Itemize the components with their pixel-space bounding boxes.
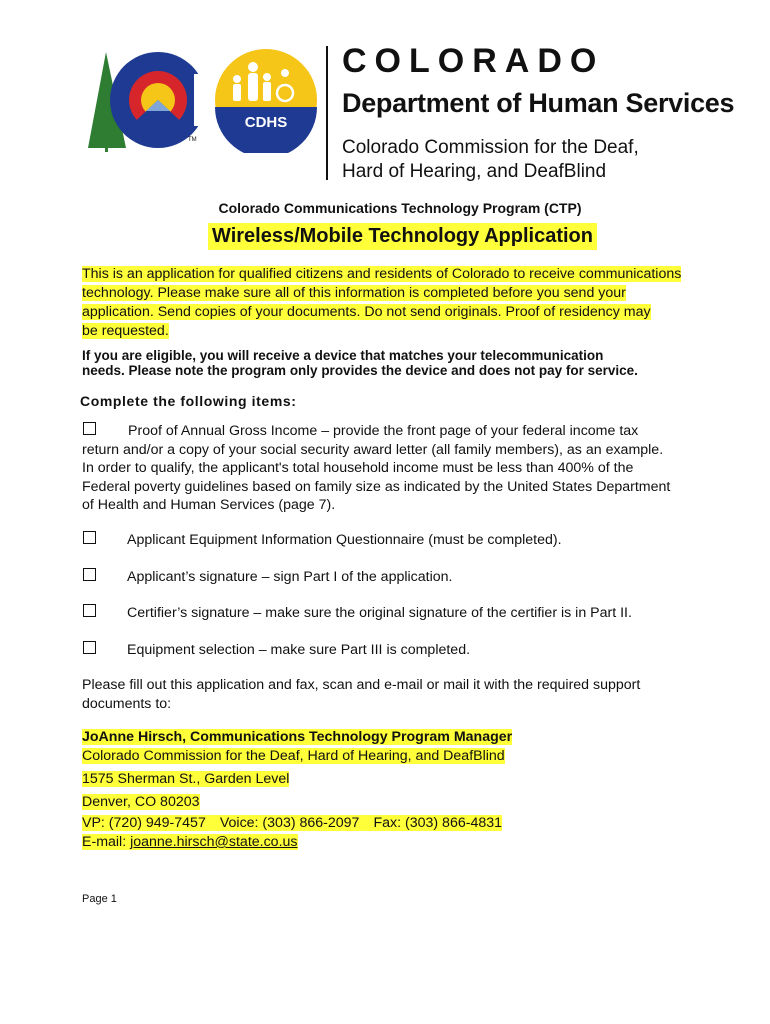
- item1-line: Federal poverty guidelines based on family size as indicated by the United States Department: [82, 478, 671, 495]
- contact-email-line: [82, 834, 298, 850]
- intro-line: technology. Please make sure all of this information is completed before you send your: [82, 285, 626, 301]
- contact-street: 1575 Sherman St., Garden Level: [82, 771, 290, 787]
- checklist-item-equipment-selection: Equipment selection – make sure Part III is completed.: [127, 642, 471, 658]
- eligibility-line: needs. Please note the program only provides the device and does not pay for service.: [82, 363, 638, 378]
- intro-line: be requested.: [82, 323, 169, 339]
- trademark-mark: TM: [188, 137, 197, 143]
- checkbox-equipment-selection[interactable]: [83, 641, 96, 654]
- email-label: E-mail:: [82, 834, 131, 850]
- item1-line: of Health and Human Services (page 7).: [82, 497, 336, 513]
- instructions-line: documents to:: [82, 696, 172, 712]
- application-title: Wireless/Mobile Technology Application: [208, 223, 597, 250]
- eligibility-note: [82, 348, 722, 378]
- checklist-item-questionnaire: Applicant Equipment Information Questionnaire (must be completed).: [127, 532, 562, 548]
- item1-line: Proof of Annual Gross Income – provide the front page of your federal income tax: [128, 423, 639, 439]
- colorado-wordmark: COLORADO: [342, 42, 605, 80]
- checkbox-applicant-signature[interactable]: [83, 568, 96, 581]
- contact-phone-line: [82, 815, 502, 831]
- checkbox-questionnaire[interactable]: [83, 531, 96, 544]
- item1-line: return and/or a copy of your social security award letter (all family members), as an example.: [82, 441, 664, 458]
- cdhs-badge-text: CDHS: [244, 114, 288, 131]
- contact-city: Denver, CO 80203: [82, 794, 200, 810]
- header-divider: [326, 46, 328, 180]
- cdhs-family-logo: [213, 47, 319, 153]
- item1-line: In order to qualify, the applicant's total household income must be less than 400% of the: [82, 460, 634, 476]
- checklist-heading: Complete the following items:: [80, 393, 297, 409]
- submission-instructions: [82, 676, 702, 714]
- page-number: Page 1: [82, 893, 117, 905]
- email-link[interactable]: joanne.hirsch@state.co.us: [130, 834, 298, 850]
- intro-paragraph: [82, 265, 732, 341]
- contact-voice: Voice: (303) 866-2097: [220, 815, 374, 831]
- eligibility-line: If you are eligible, you will receive a device that matches your telecommunication: [82, 348, 604, 363]
- checklist-item-certifier-signature: Certifier’s signature – make sure the original signature of the certifier is in Part II.: [127, 605, 632, 621]
- checkbox-certifier-signature[interactable]: [83, 604, 96, 617]
- contact-fax: Fax: (303) 866-4831: [373, 815, 503, 831]
- contact-vp: VP: (720) 949-7457: [82, 815, 220, 831]
- contact-name: JoAnne Hirsch, Communications Technology Program Manager: [82, 729, 513, 745]
- intro-line: This is an application for qualified citizens and residents of Colorado to receive communications: [82, 266, 682, 282]
- intro-line: application. Send copies of your documents. Do not send originals. Proof of residency may: [82, 304, 651, 320]
- program-title: Colorado Communications Technology Program (CTP): [218, 200, 582, 216]
- checklist-item-applicant-signature: Applicant’s signature – sign Part I of the application.: [127, 569, 453, 585]
- checklist-item-income: [82, 422, 722, 515]
- department-name: Department of Human Services: [342, 88, 735, 118]
- commission-name-line1: Colorado Commission for the Deaf,: [342, 137, 639, 158]
- contact-organization: Colorado Commission for the Deaf, Hard of Hearing, and DeafBlind: [82, 748, 505, 764]
- instructions-line: Please fill out this application and fax, scan and e-mail or mail it with the required support: [82, 677, 641, 693]
- commission-name-line2: Hard of Hearing, and DeafBlind: [342, 161, 607, 182]
